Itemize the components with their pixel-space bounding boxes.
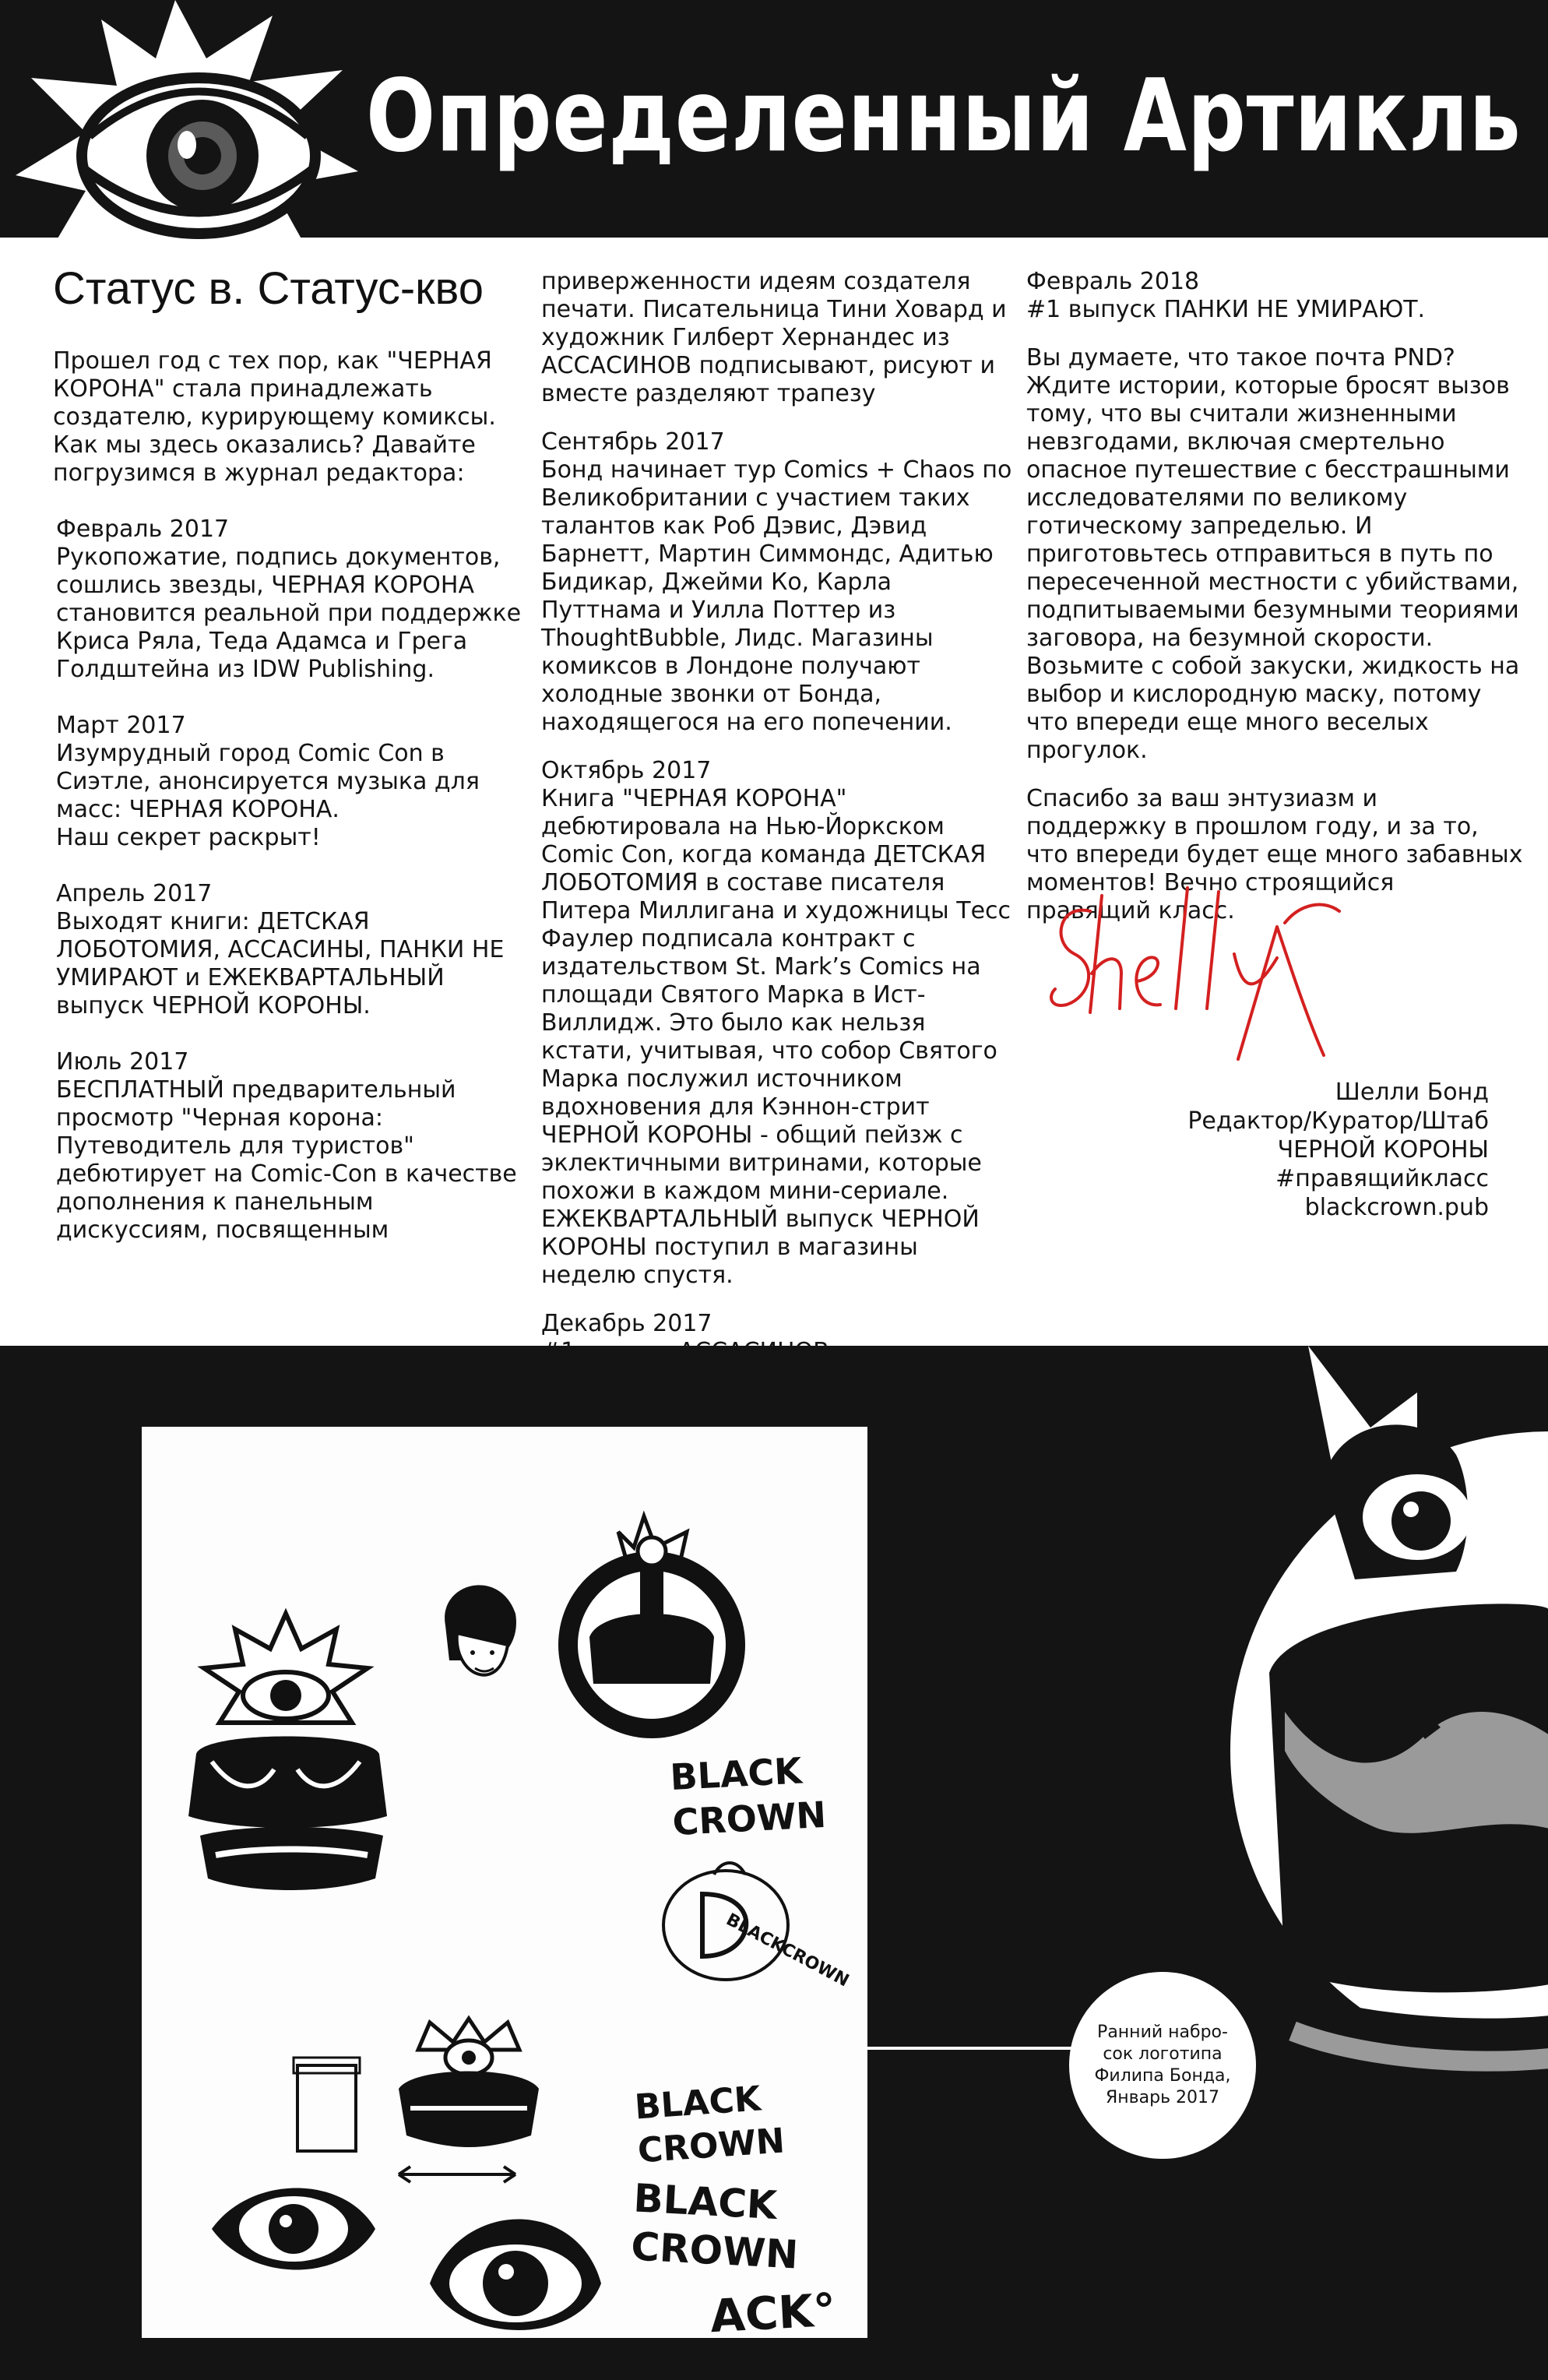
timeline-entry: Сентябрь 2017 Бонд начинает тур Comics + Chaos по Великобритании с участием таких талантов как Роб Дэвис, Дэвид Барнетт, Мартин Симмондс, Адитью Бидикар, Джейми Ко, Карла Путтнама и Уилла Поттер из ThoughtBubble, Лидс. Магазины комиксов в Лондоне получают холодные звонки от Бонда, находящегося на его попечении. xyxy=(541,428,1012,736)
sketch-label: BLACK CROWN xyxy=(633,2079,786,2171)
timeline-entry: Октябрь 2017 Книга "ЧЕРНАЯ КОРОНА" дебютировала на Нью-Йоркском Comic Con, когда команда ДЕТСКАЯ ЛОБОТОМИЯ в составе писателя Питера Миллигана и художницы Тесс Фаулер подписала контракт с издательством St. Mark’s Comics на площади Святого Марка в Ист-Виллидж. Это было как нельзя кстати, учитывая, что собор Святого Марка послужил источником вдохновения для Кэннон-стрит ЧЕРНОЙ КОРОНЫ - общий пейзж с эклектичными витринами, которые похожи в каждом мини-сериале. ЕЖЕКВАРТАЛЬНЫЙ выпуск ЧЕРНОЙ КОРОНЫ поступил в магазины неделю спустя. xyxy=(541,757,1011,1289)
sketch-small-crown-icon xyxy=(399,2019,539,2147)
caption-bubble xyxy=(1069,1972,1256,2159)
timeline-list xyxy=(53,516,528,1245)
column-3 xyxy=(1026,268,1525,945)
signature-block xyxy=(1012,1078,1489,1222)
author-role: Редактор/Куратор/Штаб xyxy=(1187,1107,1489,1135)
page-title: Определенный Артикль xyxy=(366,58,1522,174)
timeline-entry: Февраль 2017 Рукопожатие, подпись документов, сошлись звезды, ЧЕРНАЯ КОРОНА становится реальной при поддержке Криса Ряла, Теда Адамса и Грега Голдштейна из IDW Publishing. xyxy=(56,516,522,683)
website-link[interactable]: blackcrown.pub xyxy=(1304,1194,1489,1221)
sketch-face-icon xyxy=(445,1585,516,1674)
sketch-eye-icon xyxy=(212,2188,375,2270)
timeline-entry: Апрель 2017 Выходят книги: ДЕТСКАЯ ЛОБОТОМИЯ, АССАСИНЫ, ПАНКИ НЕ УМИРАЮТ и ЕЖЕКВАРТАЛЬНЫЙ выпуск ЧЕРНОЙ КОРОНЫ. xyxy=(56,880,505,1019)
hashtag: #правящийкласс xyxy=(1275,1165,1489,1192)
author-name: Шелли Бонд xyxy=(1335,1079,1489,1106)
sketch-panel xyxy=(0,1346,1548,2380)
paragraph: приверженности идеям создателя печати. Писательница Тини Ховард и художник Гилберт Хернандес из АССАСИНОВ подписывают, рисуют и вместе разделяют трапезу xyxy=(541,268,1007,407)
sketch-crown-eye-icon xyxy=(188,1614,387,1890)
sketch-label: ACK° xyxy=(709,2283,838,2343)
paragraph: Спасибо за ваш энтузиазм и поддержку в прошлом году, и за то, что впереди будет еще много забавных моментов! Вечно строящийся правящий класс. xyxy=(1026,785,1523,924)
timeline-entry: Февраль 2018 #1 выпуск ПАНКИ НЕ УМИРАЮТ. xyxy=(1026,268,1426,323)
caption-text: Ранний набро- сок логотипа Филипа Бонда, Январь 2017 xyxy=(1094,2023,1231,2107)
sketch-crown-badge-icon xyxy=(558,1516,745,1738)
timeline-entry: Декабрь 2017 xyxy=(541,1310,712,1337)
sketch-eye-icon xyxy=(430,2220,601,2331)
sketch-label: BLACK CROWN xyxy=(630,2175,800,2278)
intro-paragraph: Прошел год с тех пор, как "ЧЕРНАЯ КОРОНА" стала принадлежать создателю, курирующему комиксы. Как мы здесь оказались? Давайте погрузимся в журнал редактора: xyxy=(53,347,496,487)
column-2 xyxy=(541,268,1016,1386)
author-org: ЧЕРНОЙ КОРОНЫ xyxy=(1277,1136,1489,1164)
column-1 xyxy=(53,262,528,1273)
article-title: Статус в. Статус-кво xyxy=(53,263,484,314)
crown-illustration-icon xyxy=(1223,1346,1548,2380)
sketch-label: BLACKCROWN xyxy=(723,1910,853,1991)
timeline-entry: Март 2017 Изумрудный город Comic Con в Сиэтле, анонсируется музыка для масс: ЧЕРНАЯ КОРОНА. Наш секрет раскрыт! xyxy=(56,712,480,851)
caption-connector xyxy=(867,2047,1078,2050)
sketch-label: BLACK CROWN xyxy=(669,1749,828,1844)
header-banner xyxy=(0,0,1548,253)
handwritten-signature xyxy=(1043,880,1370,1067)
timeline-entry: Июль 2017 БЕСПЛАТНЫЙ предварительный просмотр "Черная корона: Путеводитель для туристов" дебютирует на Comic-Con в качестве дополнения к панельным дискуссиям, посвященным xyxy=(56,1048,517,1244)
sketch-page-image xyxy=(142,1427,867,2343)
paragraph: Вы думаете, что такое почта PND? Ждите истории, которые бросят вызов тому, что вы считали жизненными невзгодами, включая смертельно опасное путешествие с бесстрашными исследователями по великому готическому запределью. И приготовьтесь отправиться в путь по пересеченной местности с убийствами, подпитываемыми безумными теориями заговора, на безумной скорости. Возьмите с собой закуски, жидкость на выбор и кислородную маску, потому что впереди еще много веселых прогулок. xyxy=(1026,344,1520,764)
starburst-eye-logo-icon xyxy=(16,0,358,257)
